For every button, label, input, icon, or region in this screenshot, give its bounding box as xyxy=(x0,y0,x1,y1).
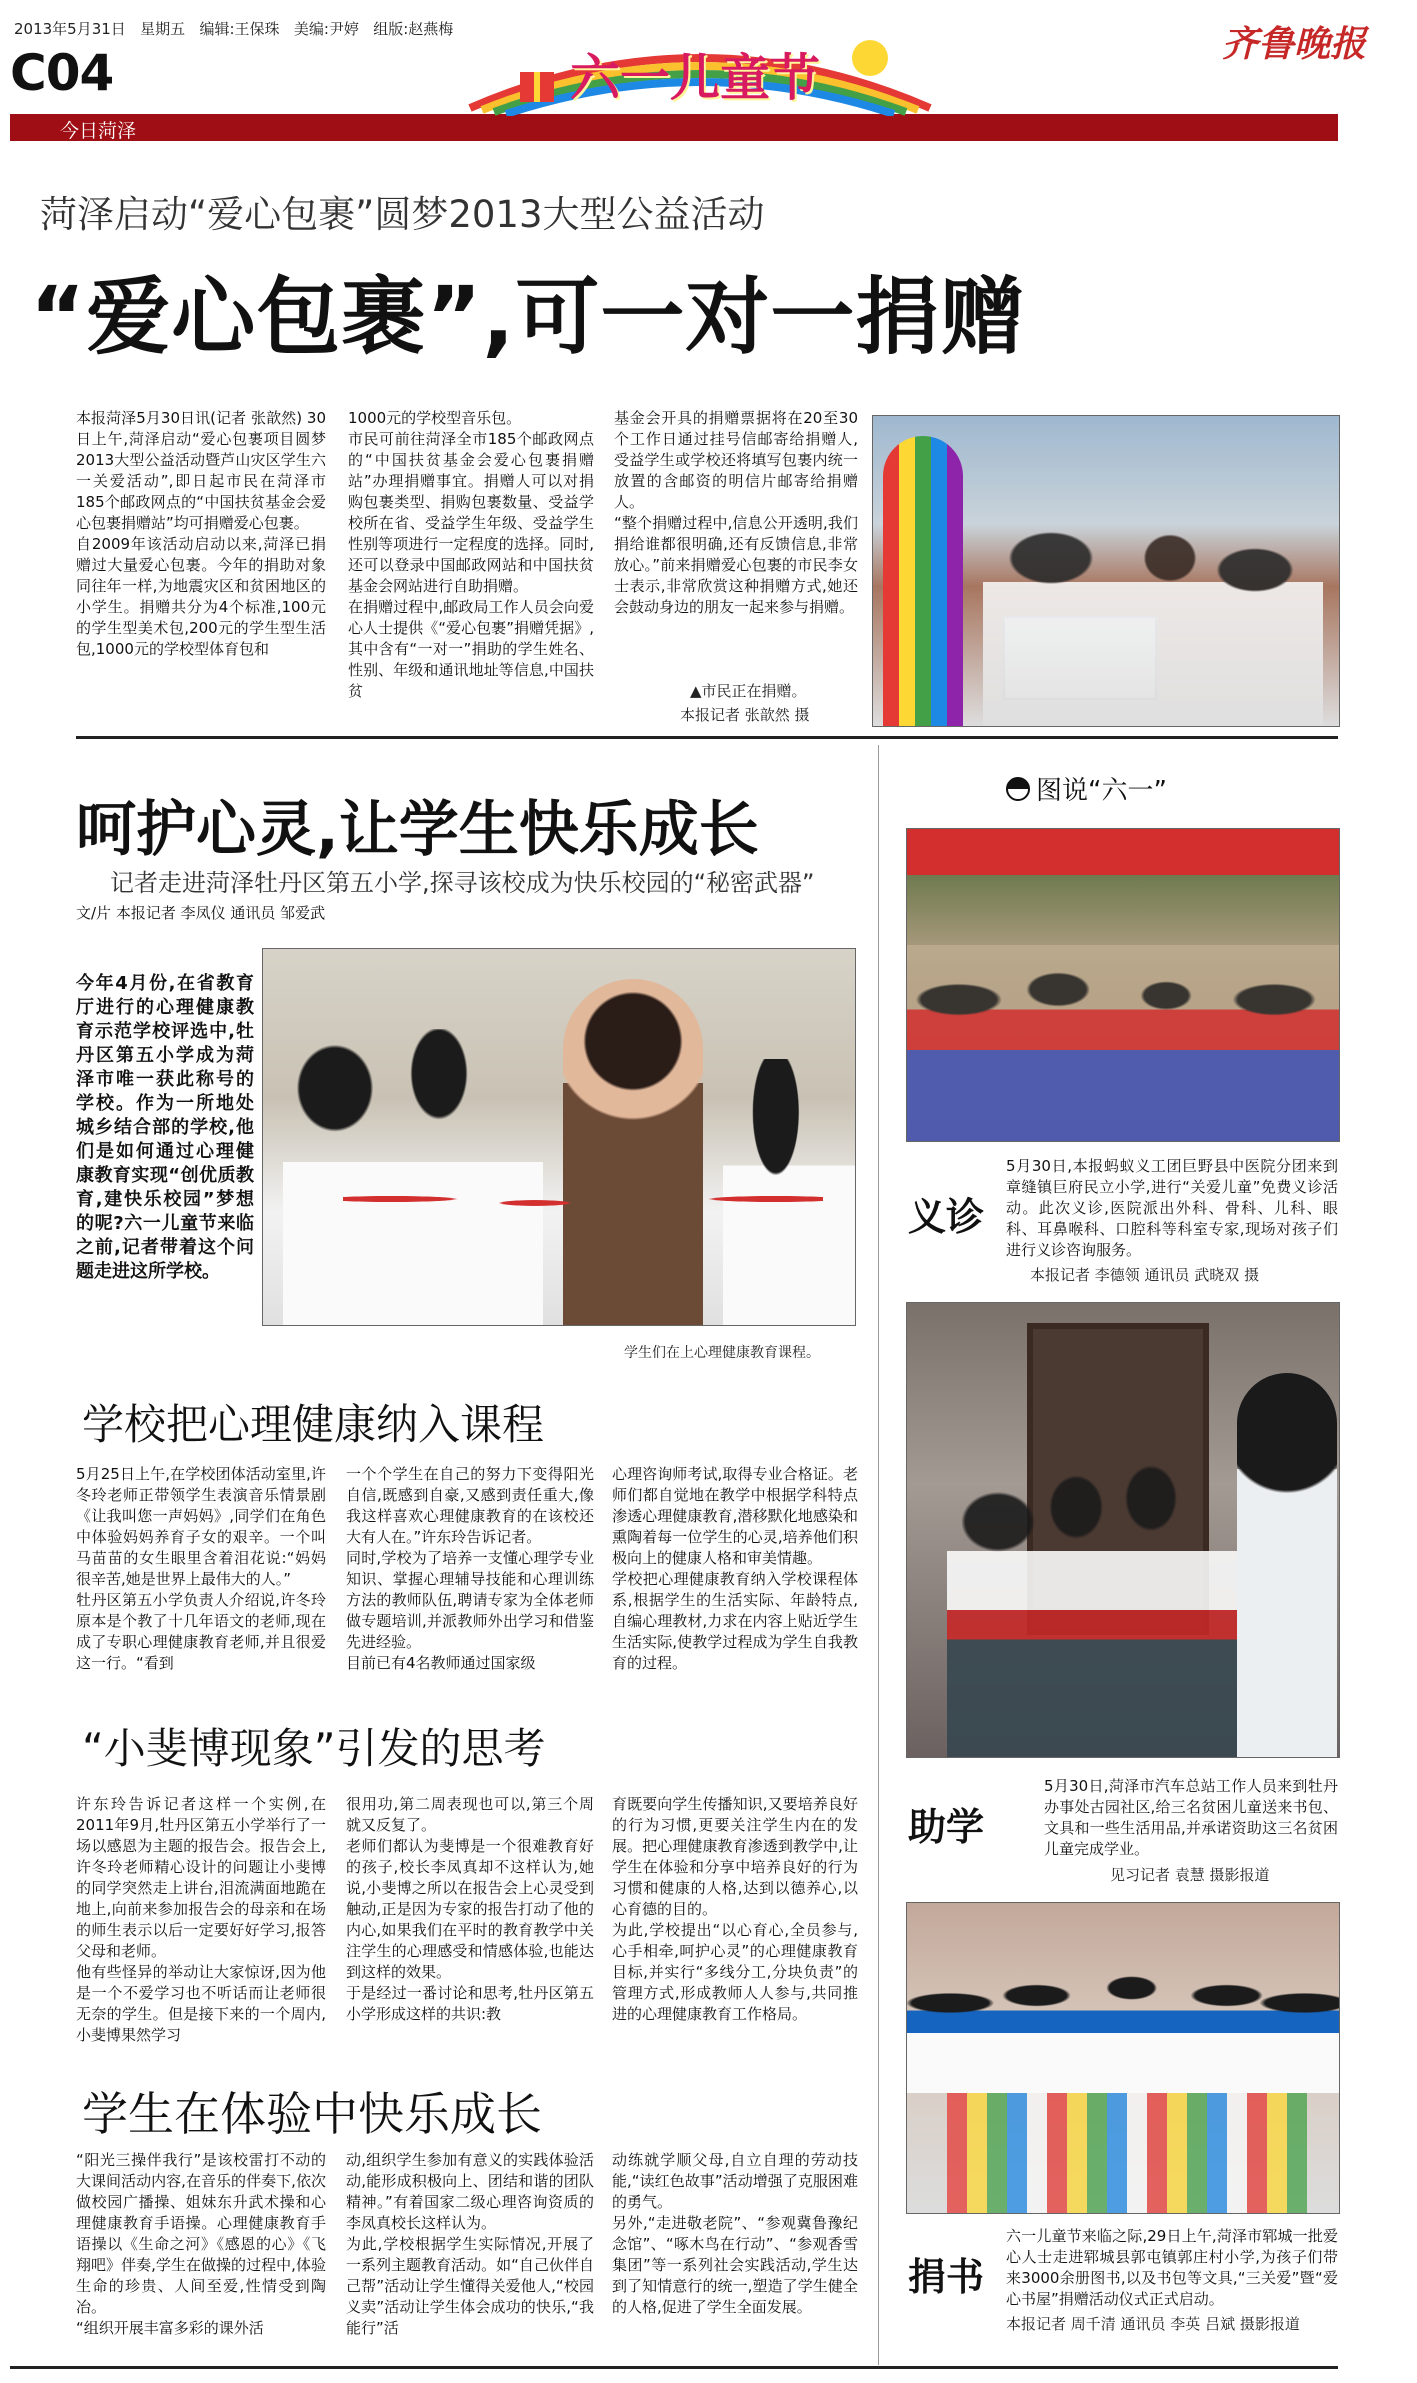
sub2-col3: 育既要向学生传播知识,又要培养良好的行为习惯,更要关注学生内在的发展。把心理健康教育渗透到教学中,让学生在体验和分享中培养良好的行为习惯和健康的人格,达到以德养心,以心育德的目的。 为此,学校提出“以心育心,全员参与,心手相牵,呵护心灵”的心理健康教育目标,并实行“多线分工,分块负责”的管理方式,形成教师人人参与,共同推进的心理健康教育工作格局。 xyxy=(612,1795,858,2023)
sidebar-label-1: 义诊 xyxy=(908,1195,985,1239)
story1-col1: 本报菏泽5月30日讯(记者 张歆然) 30日上午,菏泽启动“爱心包裹项目圆梦2013大型公益活动暨芦山灾区学生六一关爱活动”,即日起市民在菏泽市185个邮政网点的“中国扶贫基金会爱心包裹捐赠站”均可捐赠爱心包裹。 自2009年该活动启动以来,菏泽已捐赠过大量爱心包裹。今年的捐助对象同往年一样,为地震灾区和贫困地区的小学生。捐赠共分为4个标准,100元的学生型美术包,200元的学生型生活包,1000元的学校型体育包和 xyxy=(76,409,326,658)
subhead-3: 学生在体验中快乐成长 xyxy=(82,2087,542,2141)
story2-photo-caption: 学生们在上心理健康教育课程。 xyxy=(624,1345,820,1361)
sub1-col2: 一个个学生在自己的努力下变得阳光自信,既感到自豪,又感到责任重大,像我这样喜欢心理健康教育的在该校还大有人在。”许东玲告诉记者。 同时,学校为了培养一支懂心理学专业知识、掌握心理辅导技能和心理训练方法的教师队伍,聘请专家为全体老师做专题培训,并派教师外出学习和借鉴先进经验。 目前已有4名教师通过国家级 xyxy=(346,1465,594,1672)
sidebar-photo-aid xyxy=(906,1302,1340,1758)
story1-photo-credit: 本报记者 张歆然 摄 xyxy=(680,706,810,724)
story2-byline: 文/片 本报记者 李凤仪 通讯员 邹爱武 xyxy=(76,904,326,922)
weekday: 星期五 xyxy=(140,20,186,38)
story1-kicker: 菏泽启动“爱心包裹”圆梦2013大型公益活动 xyxy=(40,193,765,236)
subhead-2: “小斐博现象”引发的思考 xyxy=(82,1724,546,1773)
subhead-1: 学校把心理健康纳入课程 xyxy=(82,1400,545,1449)
sidebar-text-2: 5月30日,菏泽市汽车总站工作人员来到牡丹办事处古园社区,给三名贫困儿童送来书包、文具和一些生活用品,并承诺资助这三名贫困儿童完成学业。 xyxy=(1044,1777,1338,1858)
story1-headline: “爱心包裹”,可一对一捐赠 xyxy=(30,268,1026,366)
sub3-col2: 动,组织学生参加有意义的实践体验活动,能形成积极向上、团结和谐的团队精神。”有着国家二级心理咨询资质的李凤真校长这样认为。 为此,学校根据学生实际情况,开展了一系列主题教育活动。如“自己伙伴自己帮”活动让学生懂得关爱他人,“校园义卖”活动让学生体会成功的快乐,“我能行”活 xyxy=(346,2151,594,2337)
staff-figure xyxy=(1237,1373,1337,1757)
editor: 编辑:王保珠 xyxy=(199,20,280,38)
sub2-col1: 许东玲告诉记者这样一个实例,在2011年9月,牡丹区第五小学举行了一场以感恩为主题的报告会。报告会上,许冬玲老师精心设计的问题让小斐博的同学突然走上讲台,泪流满面地跪在地上,向前来参加报告会的母亲和在场的师生表示以后一定要好好学习,报答父母和老师。 他有些怪异的举动让大家惊讶,因为他是一个不爱学习也不听话而让老师很无奈的学生。但是接下来的一个周内,小斐博果然学习 xyxy=(76,1795,326,2044)
sub1-col1: 5月25日上午,在学校团体活动室里,许冬玲老师正带领学生表演音乐情景剧《让我叫您一声妈妈》,同学们在角色中体验妈妈养育子女的艰辛。一个叫马苗苗的女生眼里含着泪花说:“妈妈很辛苦,她是世界上最伟大的人。” 牡丹区第五小学负责人介绍说,许冬玲原本是个教了十几年语文的老师,现在成了专职心理健康教育老师,并且很爱这一行。“看到 xyxy=(76,1465,326,1672)
children-group xyxy=(947,1463,1287,1757)
book-piles xyxy=(947,2093,1307,2213)
sidebar-label-2: 助学 xyxy=(908,1805,985,1849)
banner-title: 六一儿童节 xyxy=(570,48,820,107)
red-banner xyxy=(907,829,1339,875)
sidebar-photo-books xyxy=(906,1902,1340,2214)
sidebar-credit-1: 本报记者 李德领 通讯员 武晓双 摄 xyxy=(1030,1266,1260,1284)
page-number: C04 xyxy=(10,44,114,102)
story1-photo xyxy=(872,415,1340,727)
sub2-col2: 很用功,第二周表现也可以,第三个周就又反复了。 老师们都认为斐博是一个很难教育好的孩子,校长李凤真却不这样认为,她说,小斐博之所以在报告会上心灵受到触动,正是因为专家的报告打动了他的内心,如果我们在平时的教育教学中关注学生的心理感受和情感体验,也能达到这样的效果。 于是经过一番讨论和思考,牡丹区第五小学形成这样的共识:教 xyxy=(346,1795,594,2023)
sidebar-title-text: 图说“六一” xyxy=(1036,776,1167,806)
story2-photo xyxy=(262,948,856,1326)
red-scarves xyxy=(343,1179,823,1219)
sidebar-label-3: 捐书 xyxy=(908,2255,985,2299)
bottom-rule xyxy=(10,2366,1338,2369)
story2-headline: 呵护心灵,让学生快乐成长 xyxy=(76,795,759,865)
date: 2013年5月31日 xyxy=(14,20,126,38)
half-circle-icon xyxy=(1006,777,1030,801)
section-bar xyxy=(10,114,1338,141)
story2-lead: 今年4月份,在省教育厅进行的心理健康教育示范学校评选中,牡丹区第五小学成为菏泽市唯一获此称号的学校。作为一所地处城乡结合部的学校,他们是如何通过心理健康教育实现“创优质教育,建快乐校园”梦想的呢?六一儿童节来临之前,记者带着这个问题走进这所学校。 xyxy=(76,973,254,1282)
masthead-logo: 齐鲁晚报 xyxy=(1222,23,1367,65)
people-silhouettes xyxy=(983,486,1323,726)
sidebar-title xyxy=(1006,770,1167,807)
layout-editor: 组版:赵燕梅 xyxy=(373,20,454,38)
sidebar-credit-3: 本报记者 周千清 通讯员 李英 吕斌 摄影报道 xyxy=(1006,2315,1300,2333)
story1-col2: 1000元的学校型音乐包。 市民可前往菏泽全市185个邮政网点的“中国扶贫基金会爱心包裹捐赠站”办理捐赠事宜。捐赠人可以对捐购包裹类型、捐购包裹数量、受益学校所在省、受益学生年级、受益学生性别等项进行一定程度的选择。同时,还可以登录中国邮政网站和中国扶贫基金会网站进行自助捐赠。 在捐赠过程中,邮政局工作人员会向爱心人士提供《“爱心包裹”捐赠凭据》,其中含有“一对一”捐助的学生姓名、性别、年级和通讯地址等信息,中国扶贫 xyxy=(348,409,594,700)
story1-col3: 基金会开具的捐赠票据将在20至30个工作日通过挂号信邮寄给捐赠人,受益学生或学校还将填写包裹内统一放置的含邮资的明信片邮寄给捐赠人。 “整个捐赠过程中,信息公开透明,我们捐给谁都很明确,还有反馈信息,非常放心。”前来捐赠爱心包裹的市民李女士表示,非常欣赏这种捐赠方式,她还会鼓动身边的朋友一起来参与捐赠。 xyxy=(614,409,858,616)
header-dateline xyxy=(14,18,453,39)
story1-photo-caption: ▲市民正在捐赠。 xyxy=(690,682,807,700)
clinic-crowd xyxy=(907,939,1339,1141)
tree-shade xyxy=(907,875,1339,945)
section-name: 今日菏泽 xyxy=(60,120,137,142)
column-separator xyxy=(878,745,879,2365)
sub3-col1: “阳光三操伴我行”是该校雷打不动的大课间活动内容,在音乐的伴奏下,依次做校园广播操、姐妹东升武术操和心理健康教育手语操。心理健康教育手语操以《生命之河》《感恩的心》《飞翔吧》伴奏,学生在做操的过程中,体验生命的珍贵、人间至爱,性情受到陶冶。 “组织开展丰富多彩的课外活 xyxy=(76,2151,326,2337)
designer: 美编:尹婷 xyxy=(293,20,359,38)
sub1-col3: 心理咨询师考试,取得专业合格证。老师们都自觉地在教学中根据学科特点渗透心理健康教育,潜移默化地感染和熏陶着每一位学生的心灵,培养他们积极向上的健康人格和审美情趣。 学校把心理健康教育纳入学校课程体系,根据学生的生活实际、年龄特点,自编心理教材,力求在内容上贴近学生生活实际,使教学过程成为学生自我教育的过程。 xyxy=(612,1465,858,1672)
students-left xyxy=(283,1029,543,1325)
sub3-col3: 动练就学顺父母,自立自理的劳动技能,“读红色故事”活动增强了克服困难的勇气。 另外,“走进敬老院”、“参观冀鲁豫纪念馆”、“啄木鸟在行动”、“参观香雪集团”等一系列社会实践活动,学生达到了知情意行的统一,塑造了学生健全的人格,促进了学生全面发展。 xyxy=(612,2151,858,2316)
reading-children xyxy=(907,1943,1339,2093)
divider xyxy=(76,736,1338,739)
sidebar-text-3: 六一儿童节来临之际,29日上午,菏泽市郓城一批爱心人士走进郓城县郭屯镇郭庄村小学,为孩子们带来3000余册图书,以及书包等文具,“三关爱”暨“爱心书屋”捐赠活动仪式正式启动。 xyxy=(1006,2227,1338,2308)
teacher-figure xyxy=(563,979,703,1325)
story2-subhead: 记者走进菏泽牡丹区第五小学,探寻该校成为快乐校园的“秘密武器” xyxy=(110,869,815,897)
sidebar-text-1: 5月30日,本报蚂蚁义工团巨野县中医院分团来到章缝镇巨府民立小学,进行“关爱儿童”免费义诊活动。此次义诊,医院派出外科、骨科、儿科、眼科、耳鼻喉科、口腔科等科室专家,现场对孩子们进行义诊咨询服务。 xyxy=(1006,1157,1338,1259)
sidebar-photo-clinic xyxy=(906,828,1340,1142)
sidebar-credit-2: 见习记者 袁慧 摄影报道 xyxy=(1110,1866,1270,1884)
inflatable-arch xyxy=(883,436,963,726)
